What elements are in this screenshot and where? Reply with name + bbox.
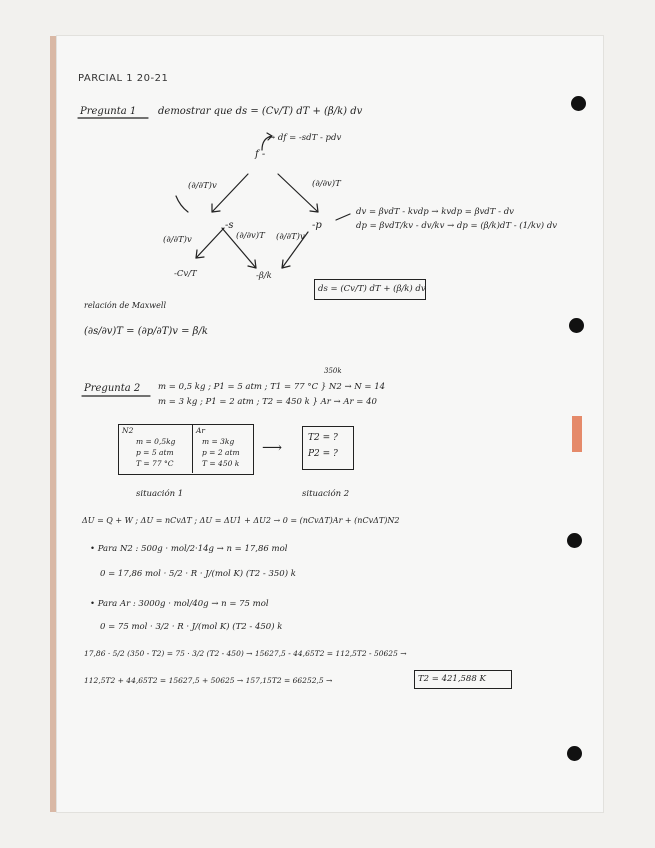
partial-dT-v-3: (∂/∂T)v	[276, 232, 305, 242]
maxwell-equation: (∂s/∂v)T = (∂p/∂T)v = β/k	[84, 326, 208, 337]
box-n2-pressure: p = 5 atm	[136, 448, 174, 457]
unknown-T2: T2 = ?	[308, 433, 338, 443]
page-title: PARCIAL 1 20-21	[78, 73, 169, 84]
box-n2-mass: m = 0,5kg	[136, 437, 176, 446]
final-answer: T2 = 421,588 K	[418, 674, 486, 684]
partial-dv-T-2: (∂/∂v)T	[236, 231, 265, 241]
question-1-heading: Pregunta 1	[80, 106, 137, 117]
dv-derivation: dv = βvdT - kvdp → kvdp = βvdT - dv	[356, 207, 514, 217]
box-ar-title: Ar	[196, 426, 206, 435]
question-1-statement: demostrar que ds = (Cv/T) dT + (β/k) dv	[158, 106, 363, 117]
question-2-heading: Pregunta 2	[84, 383, 141, 394]
minus-cv-over-T: -Cv/T	[174, 269, 197, 279]
dp-derivation: dp = βvdT/kv - dv/kv → dp = (β/k)dT - (1/kv) dv	[356, 221, 558, 231]
partial-dT-v-2: (∂/∂T)v	[163, 235, 192, 245]
unknown-P2: P2 = ?	[308, 449, 338, 459]
transition-arrow: ⟶	[262, 440, 283, 456]
gibbs-dF-equation: → df = -sdT - pdv	[268, 133, 342, 143]
solve-line-1: 17,86 · 5/2 (350 - T2) = 75 · 3/2 (T2 - 450) → 15627,5 - 44,65T2 = 112,5T2 - 50625 →	[84, 649, 407, 658]
partial-dT-v: (∂/∂T)v	[188, 181, 217, 191]
data-line-ar: m = 3 kg ; P1 = 2 atm ; T2 = 450 k } Ar → Ar = 40	[158, 397, 377, 407]
box-n2-title: N2	[122, 426, 134, 435]
box-ar-temperature: T = 450 k	[202, 459, 240, 468]
n2-moles-calc: • Para N2 : 500g · mol/2·14g → n = 17,86 mol	[90, 544, 288, 554]
ar-energy-equation: 0 = 75 mol · 3/2 · R · J/(mol K) (T2 - 450) k	[100, 622, 283, 632]
function-f: f -	[255, 149, 266, 160]
situation-1-divider	[192, 424, 193, 473]
note-350k: 350k	[324, 367, 342, 375]
minus-beta-over-k: -β/k	[256, 271, 272, 281]
ar-moles-calc: • Para Ar : 3000g · mol/40g → n = 75 mol	[90, 599, 269, 609]
box-ar-mass: m = 3kg	[202, 437, 235, 446]
solve-line-2: 112,5T2 + 44,65T2 = 15627,5 + 50625 → 157,15T2 = 66252,5 →	[84, 676, 333, 685]
partial-dv-T: (∂/∂v)T	[312, 179, 341, 189]
box-ar-pressure: p = 2 atm	[202, 448, 240, 457]
box-n2-temperature: T = 77 °C	[136, 459, 174, 468]
data-line-n2: m = 0,5 kg ; P1 = 5 atm ; T1 = 77 °C } N2 → N = 14	[158, 382, 386, 392]
maxwell-label: relación de Maxwell	[84, 301, 167, 310]
n2-energy-equation: 0 = 17,86 mol · 5/2 · R · J/(mol K) (T2 - 350) k	[100, 569, 296, 579]
minus-s: -s	[225, 220, 234, 231]
situation-1-label: situación 1	[136, 489, 184, 499]
situation-2-label: situación 2	[302, 489, 350, 499]
minus-p: -p	[312, 220, 322, 231]
result-equation: ds = (Cv/T) dT + (β/k) dv	[318, 284, 426, 294]
energy-balance-equation: ΔU = Q + W ; ΔU = nCvΔT ; ΔU = ΔU1 + ΔU2 → 0 = (nCvΔT)Ar + (nCvΔT)N2	[82, 516, 400, 525]
